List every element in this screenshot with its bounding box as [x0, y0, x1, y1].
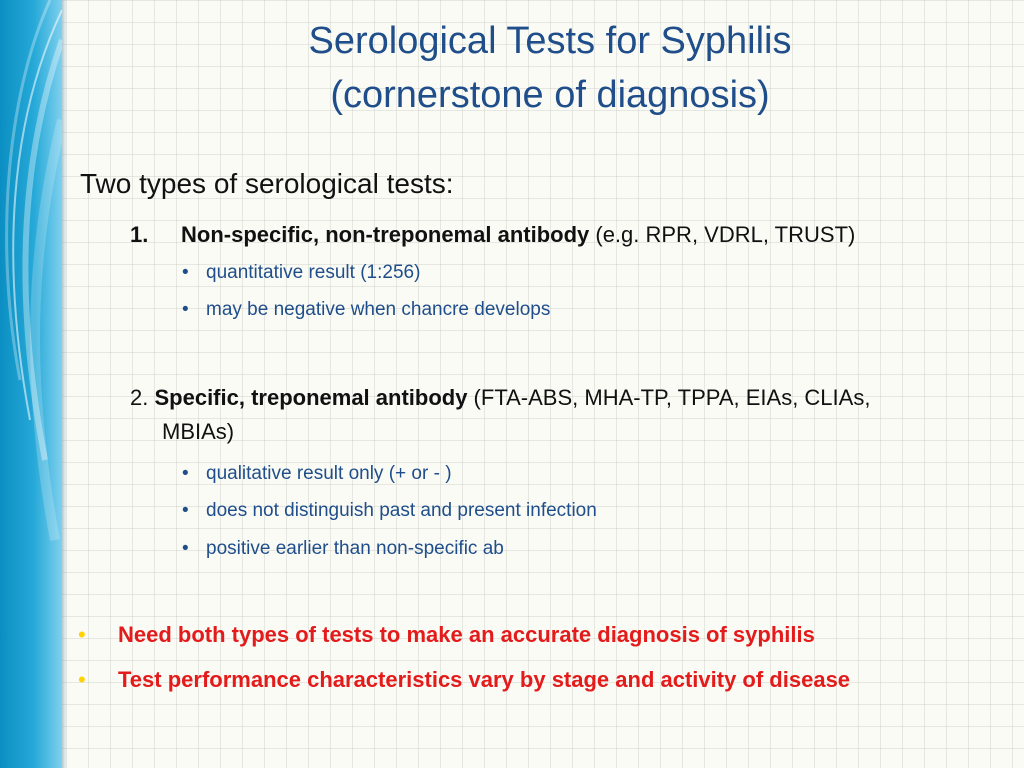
list-item-specific	[130, 381, 870, 449]
item-examples-continued: MBIAs)	[162, 419, 235, 444]
title-line-2: (cornerstone of diagnosis)	[330, 74, 770, 116]
sub-bullet-text: qualitative result only (+ or - )	[206, 463, 452, 484]
item-heading: Specific, treponemal antibody	[154, 385, 468, 410]
bullet-dot: •	[182, 299, 189, 320]
bullet-dot: •	[182, 538, 189, 559]
bullet-dot: •	[182, 463, 189, 484]
sub-bullet-text: positive earlier than non-specific ab	[206, 538, 504, 559]
bullet-dot: •	[182, 262, 189, 283]
item-examples: (e.g. RPR, VDRL, TRUST)	[589, 222, 856, 247]
sub-bullet-text: does not distinguish past and present infection	[206, 500, 597, 521]
sub-bullet	[182, 463, 452, 485]
item-number: 2.	[130, 385, 149, 410]
sub-bullet	[182, 538, 504, 560]
intro-text: Two types of serological tests:	[80, 168, 454, 199]
title-line-1: Serological Tests for Syphilis	[308, 20, 792, 62]
key-point-text: Test performance characteristics vary by stage and activity of disease	[118, 667, 851, 692]
item-examples: (FTA-ABS, MHA-TP, TPPA, EIAs, CLIAs,	[467, 385, 871, 410]
decorative-side-band	[0, 0, 62, 768]
bullet-dot: •	[78, 622, 86, 647]
bullet-dot: •	[182, 500, 189, 521]
key-point	[78, 622, 815, 648]
wave-decoration	[0, 0, 62, 768]
sub-bullet-text: may be negative when chancre develops	[206, 299, 551, 320]
key-point	[78, 667, 850, 693]
item-number: 1.	[130, 222, 149, 247]
slide-title	[200, 14, 900, 122]
key-point-text: Need both types of tests to make an accurate diagnosis of syphilis	[118, 622, 815, 647]
sub-bullet	[182, 500, 597, 522]
side-band-shadow	[62, 0, 67, 768]
list-item-non-specific	[130, 218, 855, 252]
bullet-dot: •	[78, 667, 86, 692]
sub-bullet	[182, 299, 550, 321]
item-heading: Non-specific, non-treponemal antibody	[181, 222, 590, 247]
sub-bullet-text: quantitative result (1:256)	[206, 262, 421, 283]
sub-bullet	[182, 262, 420, 284]
